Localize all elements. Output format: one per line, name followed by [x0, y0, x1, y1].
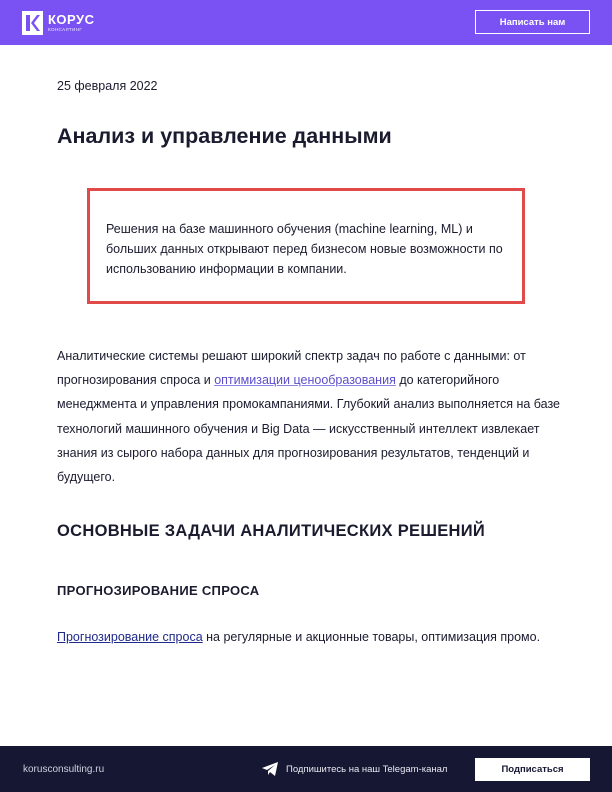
contact-button[interactable]: Написать нам: [475, 10, 590, 34]
logo-text: [48, 13, 95, 33]
section-heading: ОСНОВНЫЕ ЗАДАЧИ АНАЛИТИЧЕСКИХ РЕШЕНИЙ: [57, 522, 486, 540]
intro-text-1: Аналитические системы решают широкий спектр задач по работе с данными: от прогнозирования спроса и: [57, 349, 526, 388]
pricing-optimization-link[interactable]: оптимизации ценообразования: [214, 373, 396, 388]
demand-forecast-link[interactable]: Прогнозирование спроса: [57, 630, 203, 644]
article-date: 25 февраля 2022: [57, 79, 158, 93]
footer-site-link[interactable]: korusconsulting.ru: [23, 764, 105, 775]
subsection-heading: ПРОГНОЗИРОВАНИЕ СПРОСА: [57, 583, 260, 598]
logo[interactable]: [22, 10, 95, 35]
telegram-text: Подпишитесь на наш Telegam-канал: [286, 763, 448, 775]
logo-name: КОРУС: [48, 11, 95, 27]
intro-text-2: до категорийного менеджмента и управления промокампаниями. Глубокий анализ выполняется на базе технологий машинного обучения и Big Data — искусственный интеллект извлекает знания из сырого набора данных для прогнозирования результатов, тенденций и будущего.: [57, 373, 561, 485]
footer: [0, 746, 612, 792]
korus-logo-icon: [22, 11, 43, 35]
demand-forecast-paragraph: [57, 627, 557, 647]
highlight-quote: [87, 188, 525, 304]
header: [0, 0, 612, 45]
demand-forecast-text: на регулярные и акционные товары, оптимизация промо.: [202, 630, 541, 644]
intro-paragraph: [57, 344, 567, 489]
page-title: Анализ и управление данными: [57, 124, 392, 148]
logo-subtitle: КОНСАЛТИНГ: [48, 26, 83, 32]
telegram-icon: [262, 762, 278, 776]
quote-text: Решения на базе машинного обучения (machine learning, ML) и больших данных открывают перед бизнесом новые возможности по использованию информации в компании.: [106, 222, 503, 276]
telegram-promo[interactable]: [262, 762, 447, 776]
subscribe-button[interactable]: Подписаться: [475, 758, 590, 781]
